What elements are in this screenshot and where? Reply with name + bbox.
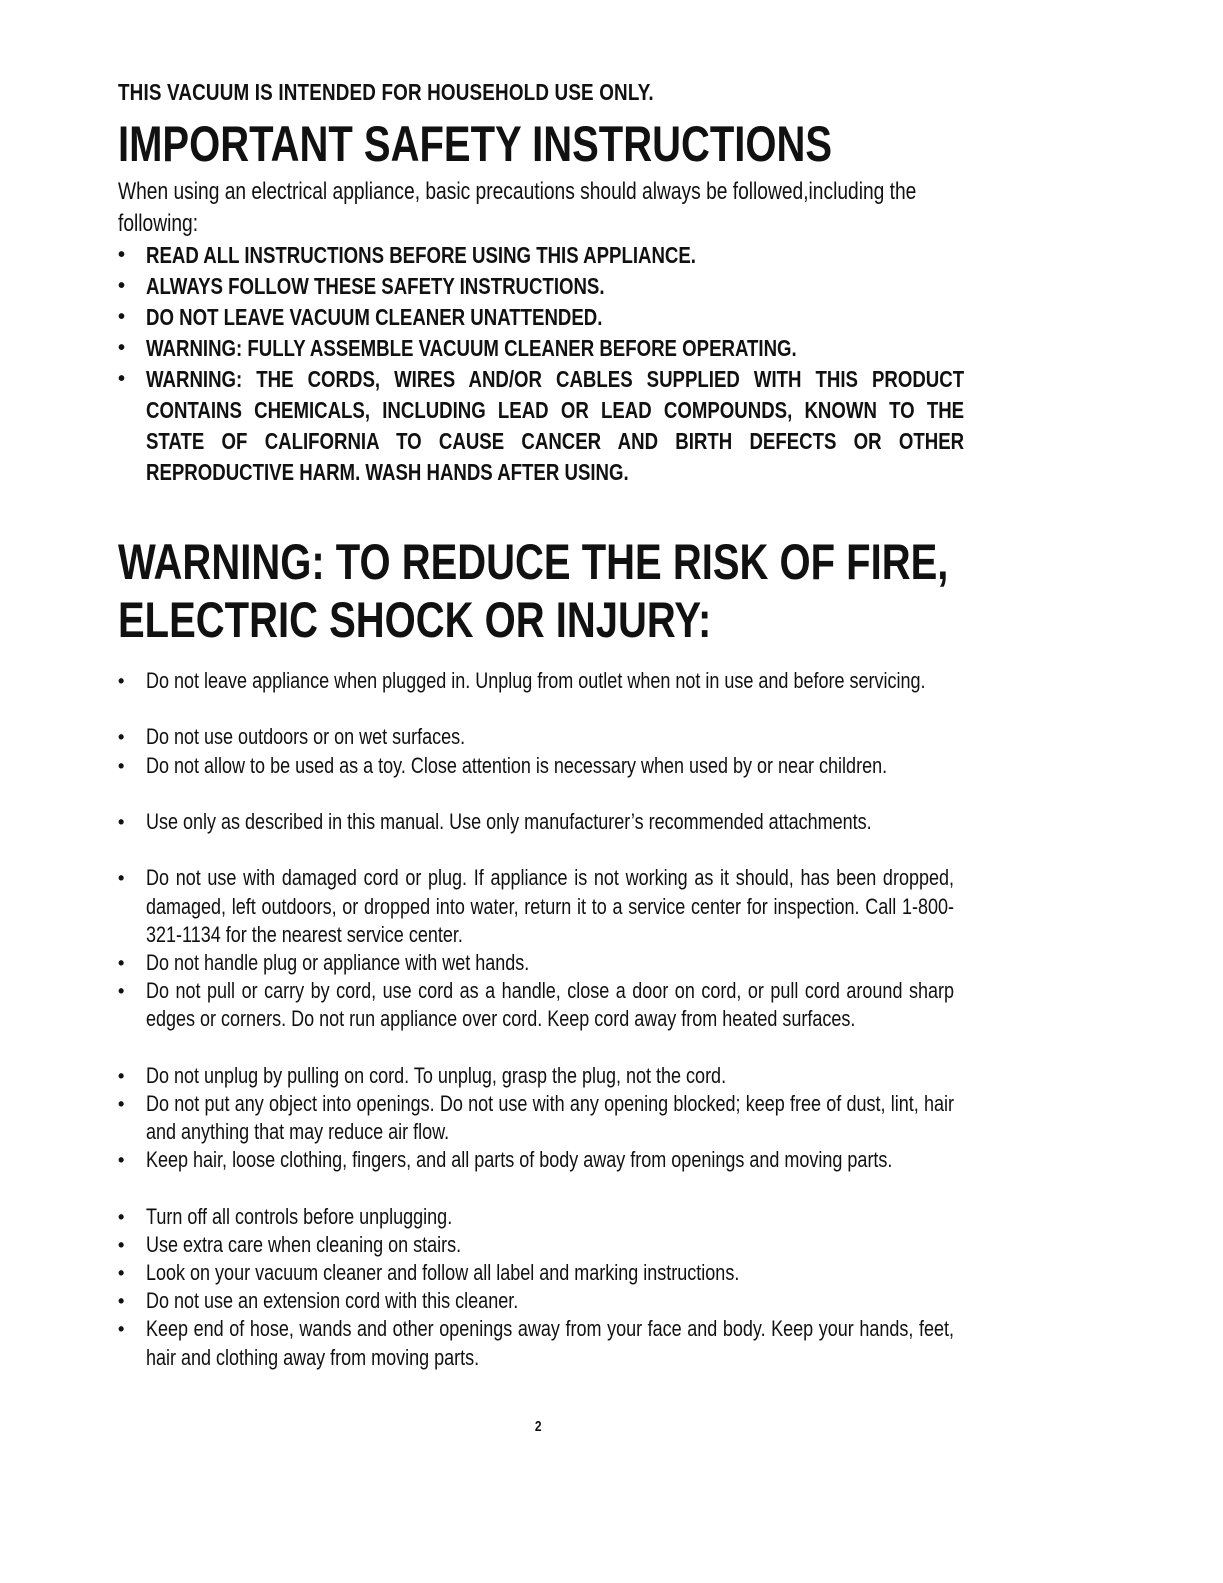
list-item-text: Use only as described in this manual. Use only manufacturer’s recommended attachments. bbox=[146, 808, 872, 834]
list-item bbox=[118, 949, 963, 977]
bullet: • bbox=[118, 1319, 125, 1340]
list-item bbox=[118, 271, 963, 302]
list-item bbox=[118, 808, 963, 864]
bullet: • bbox=[118, 811, 125, 832]
list-item bbox=[118, 333, 963, 364]
bullet: • bbox=[118, 671, 125, 691]
list-item-text: Do not leave appliance when plugged in. Unplug from outlet when not in use and before servicing. bbox=[146, 668, 926, 693]
warning-list bbox=[118, 667, 963, 1372]
bullet: • bbox=[118, 755, 125, 776]
list-item-text: Turn off all controls before unplugging. bbox=[146, 1203, 453, 1229]
list-item bbox=[118, 1203, 963, 1231]
list-item bbox=[118, 240, 963, 271]
list-item bbox=[118, 1062, 963, 1090]
list-item-text: DO NOT LEAVE VACUUM CLEANER UNATTENDED. bbox=[146, 304, 603, 330]
list-item-text: WARNING: FULLY ASSEMBLE VACUUM CLEANER BEFORE OPERATING. bbox=[146, 335, 797, 361]
list-item-text: Look on your vacuum cleaner and follow all label and marking instructions. bbox=[146, 1260, 740, 1286]
bullet: • bbox=[118, 244, 126, 266]
page-title: IMPORTANT SAFETY INSTRUCTIONS bbox=[118, 116, 833, 172]
page-number: 2 bbox=[534, 1418, 542, 1435]
household-use-note: THIS VACUUM IS INTENDED FOR HOUSEHOLD USE ONLY. bbox=[118, 79, 654, 105]
list-item bbox=[118, 1259, 963, 1287]
bullet: • bbox=[118, 1206, 125, 1227]
bullet: • bbox=[118, 981, 125, 1002]
list-item bbox=[118, 667, 963, 723]
manual-page bbox=[118, 78, 963, 1372]
list-item-text: WARNING: THE CORDS, WIRES AND/OR CABLES SUPPLIED WITH THIS PRODUCT CONTAINS CHEMICALS, INCLUDING LEAD OR LEAD COMPOUNDS, KNOWN TO THE STATE OF CALIFORNIA TO CAUSE CANCER AND BIRTH DEFECTS OR OTHER REPRODUCTIVE HARM. WASH HANDS AFTER USING. bbox=[146, 366, 965, 485]
list-item-text: Do not use with damaged cord or plug. If appliance is not working as it should, has been dropped, damaged, left outdoors, or dropped into water, return it to a service center for inspection. Call 1-800-321-1134 for the nearest service center. bbox=[146, 865, 954, 947]
list-item-text: Do not use outdoors or on wet surfaces. bbox=[146, 724, 466, 750]
bullet: • bbox=[118, 1291, 125, 1312]
list-item-text: Use extra care when cleaning on stairs. bbox=[146, 1231, 462, 1257]
list-item bbox=[118, 723, 963, 751]
list-item-text: Keep hair, loose clothing, fingers, and all parts of body away from openings and moving parts. bbox=[146, 1147, 893, 1173]
list-item bbox=[118, 364, 963, 519]
list-item bbox=[118, 1231, 963, 1259]
bullet: • bbox=[118, 868, 125, 889]
intro-paragraph: When using an electrical appliance, basic precautions should always be followed,including the following: bbox=[118, 178, 917, 237]
list-item bbox=[118, 1315, 963, 1371]
bullet: • bbox=[118, 1065, 125, 1086]
bullet: • bbox=[118, 1093, 125, 1114]
list-item bbox=[118, 1287, 963, 1315]
list-item-text: Do not allow to be used as a toy. Close attention is necessary when used by or near children. bbox=[146, 752, 888, 778]
bullet: • bbox=[118, 1263, 125, 1284]
list-item-text: Do not use an extension cord with this cleaner. bbox=[146, 1288, 519, 1314]
list-item-text: Do not put any object into openings. Do not use with any opening blocked; keep free of dust, lint, hair and anything that may reduce air flow. bbox=[146, 1090, 954, 1145]
list-item-text: Do not pull or carry by cord, use cord as a handle, close a door on cord, or pull cord around sharp edges or corners. Do not run appliance over cord. Keep cord away from heated surfaces. bbox=[146, 978, 954, 1032]
list-item-text: READ ALL INSTRUCTIONS BEFORE USING THIS APPLIANCE. bbox=[146, 242, 696, 268]
warning-heading-line-1: WARNING: TO REDUCE THE RISK OF FIRE, bbox=[118, 534, 949, 590]
warning-heading-line-2: ELECTRIC SHOCK OR INJURY: bbox=[118, 592, 712, 648]
bullet: • bbox=[118, 952, 125, 973]
list-item-text: Do not unplug by pulling on cord. To unplug, grasp the plug, not the cord. bbox=[146, 1062, 727, 1088]
bullet: • bbox=[118, 306, 126, 328]
list-item bbox=[118, 752, 963, 808]
list-item bbox=[118, 1146, 963, 1202]
bullet: • bbox=[118, 275, 126, 297]
list-item-text: ALWAYS FOLLOW THESE SAFETY INSTRUCTIONS. bbox=[146, 273, 605, 299]
bullet: • bbox=[118, 727, 125, 748]
safety-instructions-list bbox=[118, 240, 963, 519]
bullet: • bbox=[118, 337, 126, 359]
list-item-text: Keep end of hose, wands and other openings away from your face and body. Keep your hands, feet, hair and clothing away from moving parts. bbox=[146, 1316, 954, 1370]
bullet: • bbox=[118, 368, 126, 390]
list-item bbox=[118, 302, 963, 333]
list-item bbox=[118, 864, 963, 949]
bullet: • bbox=[118, 1234, 125, 1255]
list-item-text: Do not handle plug or appliance with wet hands. bbox=[146, 949, 530, 975]
bullet: • bbox=[118, 1150, 125, 1171]
list-item bbox=[118, 1090, 963, 1146]
list-item bbox=[118, 977, 963, 1062]
